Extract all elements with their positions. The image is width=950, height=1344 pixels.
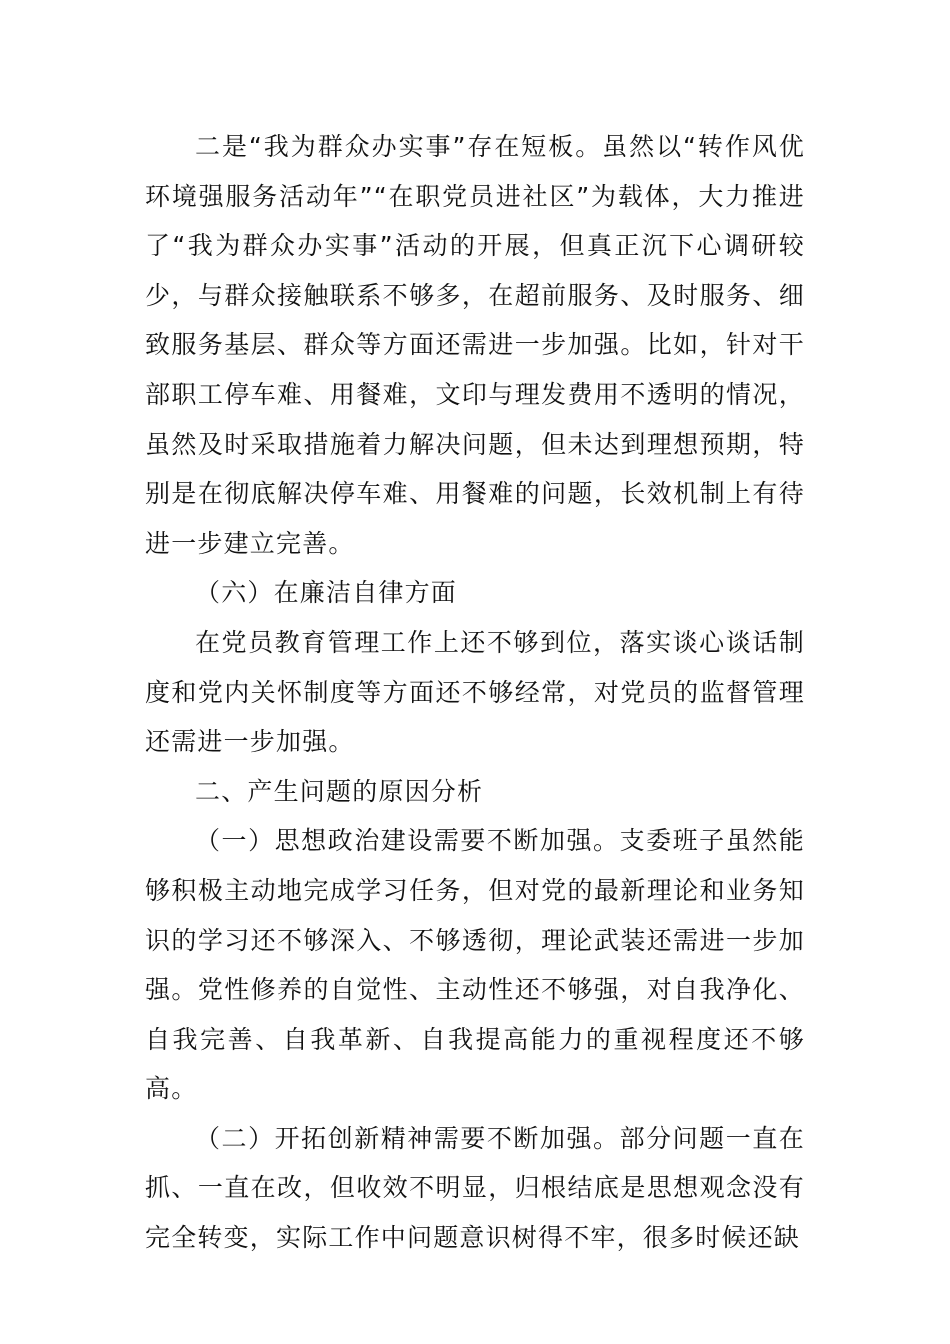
paragraph-service-shortcomings: 二是“我为群众办实事”存在短板。虽然以“转作风优环境强服务活动年”“在职党员进社区”为载体，大力推进了“我为群众办实事”活动的开展，但真正沉下心调研较少，与群众接触联系不够多，在超前服务、及时服务、细致服务基层、群众等方面还需进一步加强。比如，针对干部职工停车难、用餐难，文印与理发费用不透明的情况，虽然及时采取措施着力解决问题，但未达到理想预期，特别是在彻底解决停车难、用餐难的问题，长效机制上有待进一步建立完善。 <box>145 132 805 558</box>
section-heading-cause-analysis: 二、产生问题的原因分析 <box>195 776 484 806</box>
paragraph-party-member-management: 在党员教育管理工作上还不够到位，落实谈心谈话制度和党内关怀制度等方面还不够经常，对党员的监督管理还需进一步加强。 <box>145 627 805 757</box>
paragraph-innovation-spirit: （二）开拓创新精神需要不断加强。部分问题一直在抓、一直在改，但收效不明显，归根结底是思想观念没有完全转变，实际工作中问题意识树得不牢，很多时候还缺 <box>145 1123 805 1253</box>
section-heading-integrity: （六）在廉洁自律方面 <box>195 578 458 608</box>
paragraph-ideological-building: （一）思想政治建设需要不断加强。支委班子虽然能够积极主动地完成学习任务，但对党的最新理论和业务知识的学习还不够深入、不够透彻，理论武装还需进一步加强。党性修养的自觉性、主动性还不够强，对自我净化、自我完善、自我革新、自我提高能力的重视程度还不够高。 <box>145 826 805 1104</box>
document-body <box>145 122 805 1263</box>
